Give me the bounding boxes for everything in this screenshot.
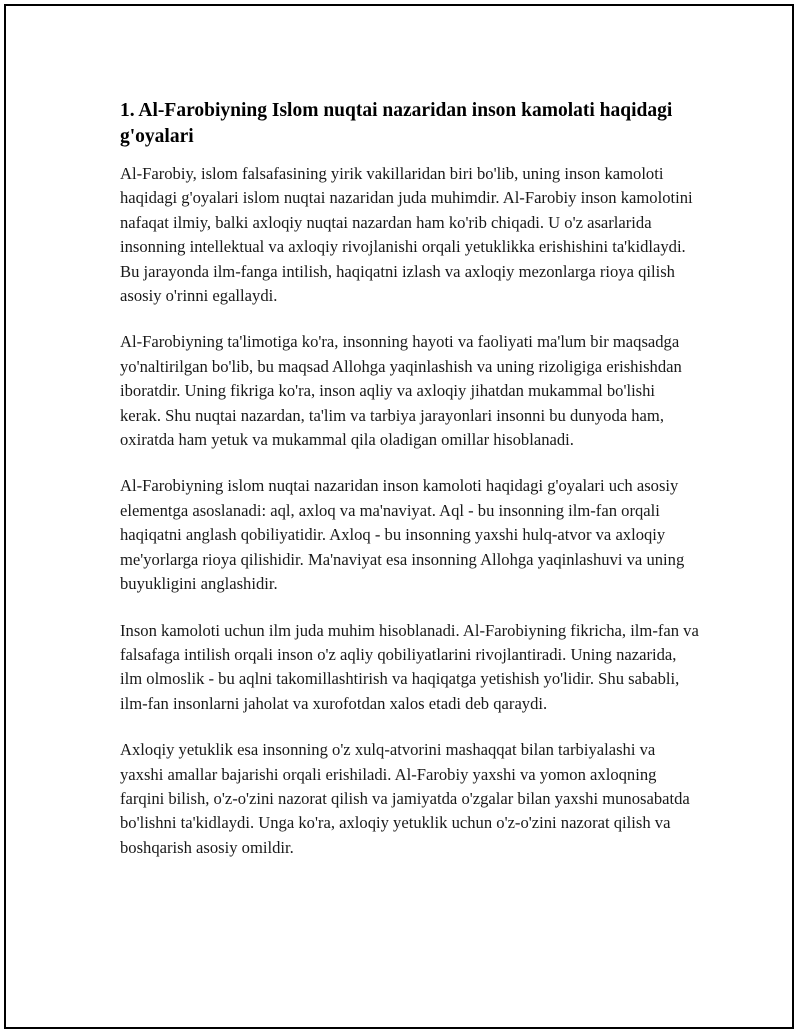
page-frame [4, 4, 794, 1029]
paragraph: Al-Farobiyning islom nuqtai nazaridan inson kamoloti haqidagi g'oyalari uch asosiy elementga asoslanadi: aql, axloq va ma'naviyat. Aql - bu insonning ilm-fan orqali haqiqatni anglash qobiliyatidir. Axloq - bu insonning yaxshi hulq-atvor va axloqiy me'yorlarga rioya qilishidir. Ma'naviyat esa insonning Allohga yaqinlashuvi va uning buyukligini anglashidir. [120, 476, 685, 594]
paragraph: Al-Farobiy, islom falsafasining yirik vakillaridan biri bo'lib, uning inson kamoloti haqidagi g'oyalari islom nuqtai nazaridan juda muhimdir. Al-Farobiy inson kamolotini nafaqat ilmiy, balki axloqiy nuqtai nazardan ham ko'rib chiqadi. U o'z asarlarida insonning intellektual va axloqiy rivojlanishi orqali yetuklikka erishishini ta'kidlaydi. Bu jarayonda ilm-fanga intilish, haqiqatni izlash va axloqiy mezonlarga rioya qilish asosiy o'rinni egallaydi. [120, 164, 693, 306]
document-content [120, 98, 700, 882]
paragraph: Axloqiy yetuklik esa insonning o'z xulq-atvorini mashaqqat bilan tarbiyalashi va yaxshi amallar bajarishi orqali erishiladi. Al-Farobiy yaxshi va yomon axloqning farqini bilish, o'z-o'zini nazorat qilish va jamiyatda o'zgalar bilan yaxshi munosabatda bo'lishni ta'kidlaydi. Unga ko'ra, axloqiy yetuklik uchun o'z-o'zini nazorat qilish va boshqarish asosiy omildir. [120, 740, 690, 857]
paragraph: Inson kamoloti uchun ilm juda muhim hisoblanadi. Al-Farobiyning fikricha, ilm-fan va falsafaga intilish orqali inson o'z aqliy qobiliyatlarini rivojlantiradi. Uning nazarida, ilm olmoslik - bu aqlni takomillashtirish va haqiqatga yetishish yo'lidir. Shu sababli, ilm-fan insonlarni jaholat va xurofotdan xalos etadi deb qaraydi. [120, 620, 699, 713]
document-title: 1. Al-Farobiyning Islom nuqtai nazaridan inson kamolati haqidagi g'oyalari [120, 100, 673, 147]
paragraph: Al-Farobiyning ta'limotiga ko'ra, insonning hayoti va faoliyati ma'lum bir maqsadga yo'naltirilgan bo'lib, bu maqsad Allohga yaqinlashish va uning rizoligiga erishishdan iboratdir. Uning fikriga ko'ra, inson aqliy va axloqiy jihatdan mukammal bo'lishi kerak. Shu nuqtai nazardan, ta'lim va tarbiya jarayonlari insonni bu dunyoda ham, oxiratda ham yetuk va mukammal qila oladigan omillar hisoblanadi. [120, 332, 682, 450]
